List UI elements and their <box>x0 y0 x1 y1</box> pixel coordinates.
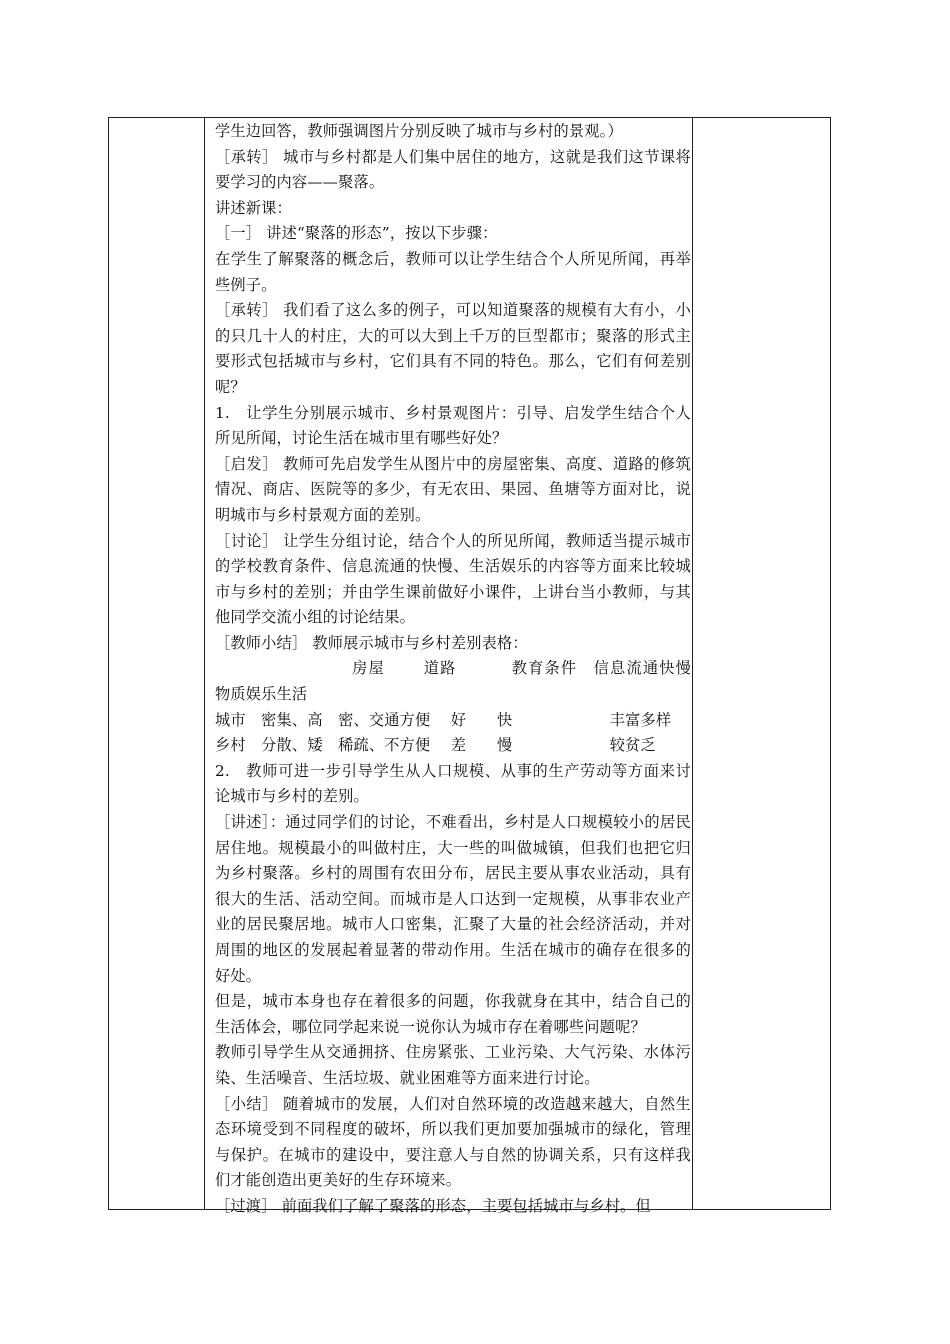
comparison-table-header: 房屋 道路 教育条件 信息流通快慢 物质娱乐生活 <box>215 659 707 704</box>
text-line: 1. 让学生分别展示城市、乡村景观图片：引导、启发学生结合个人所见所闻，讨论生活在城市里有哪些好处？ <box>215 403 691 448</box>
text-line: 学生边回答，教师强调图片分别反映了城市与乡村的景观。） <box>215 122 623 140</box>
text-line: 在学生了解聚落的概念后，教师可以让学生结合个人所见所闻，再举些例子。 <box>215 249 691 294</box>
text-line: ［启发］ 教师可先启发学生从图片中的房屋密集、高度、道路的修筑情况、商店、医院等的多少，有无农田、果园、鱼塘等方面对比，说明城市与乡村景观方面的差别。 <box>215 454 691 524</box>
text-line: 讲述新课： <box>215 198 292 217</box>
lesson-content-cell <box>215 119 707 1220</box>
text-line: ［教师小结］ 教师展示城市与乡村差别表格： <box>215 633 528 652</box>
text-line: ［承转］ 城市与乡村都是人们集中居住的地方，这就是我们这节课将要学习的内容——聚落。 <box>215 147 691 192</box>
text-line: ［讲述］：通过同学们的讨论，不难看出，乡村是人口规模较小的居民居住地。规模最小的叫做村庄，大一些的叫做城镇，但我们也把它归为乡村聚落。乡村的周围有农田分布，居民主要从事农业活动，具有很大的生活、活动空间。而城市是人口达到一定规模，从事非农业产业的居民聚居地。城市人口密集，汇聚了大量的社会经济活动，并对周围的地区的发展起着显著的带动作用。生活在城市的确存在很多的好处。 <box>215 813 691 985</box>
comparison-row-village: 乡村 分散、矮 稀疏、不方便 差 慢 较贫乏 <box>215 736 656 755</box>
comparison-row-city: 城市 密集、高 密、交通方便 好 快 丰富多样 <box>215 710 672 729</box>
lesson-table <box>108 117 831 1215</box>
text-line: ［承转］ 我们看了这么多的例子，可以知道聚落的规模有大有小，小的只几十人的村庄，大的可以大到上千万的巨型都市；聚落的形式主要形式包括城市与乡村，它们具有不同的特色。那么，它们有何差别呢？ <box>215 301 691 396</box>
text-line: ［过渡］ 前面我们了解了聚落的形态，主要包括城市与乡村。但 <box>215 1196 651 1215</box>
text-line: 教师引导学生从交通拥挤、住房紧张、工业污染、大气污染、水体污染、生活噪音、生活垃圾、就业困难等方面来进行讨论。 <box>215 1043 691 1087</box>
text-line: ［小结］ 随着城市的发展，人们对自然环境的改造越来越大，自然生态环境受到不同程度的破坏，所以我们更加要加强城市的绿化，管理与保护。在城市的建设中，要注意人与自然的协调关系，只有这样我们才能创造出更美好的生存环境来。 <box>215 1094 691 1190</box>
text-line: ［一］ 讲述“聚落的形态”，按以下步骤： <box>215 224 498 243</box>
text-line: ［讨论］ 让学生分组讨论，结合个人的所见所闻，教师适当提示城市的学校教育条件、信息流通的快慢、生活娱乐的内容等方面来比较城市与乡村的差别；并由学生课前做好小课件，上讲台当小教师，与其他同学交流小组的讨论结果。 <box>215 531 691 627</box>
text-line: 但是，城市本身也存在着很多的问题，你我就身在其中，结合自己的生活体会，哪位同学起来说一说你认为城市存在着哪些问题呢？ <box>215 992 691 1036</box>
text-line: 2. 教师可进一步引导学生从人口规模、从事的生产劳动等方面来讨论城市与乡村的差别。 <box>215 761 691 806</box>
column-divider-left <box>204 118 205 1209</box>
